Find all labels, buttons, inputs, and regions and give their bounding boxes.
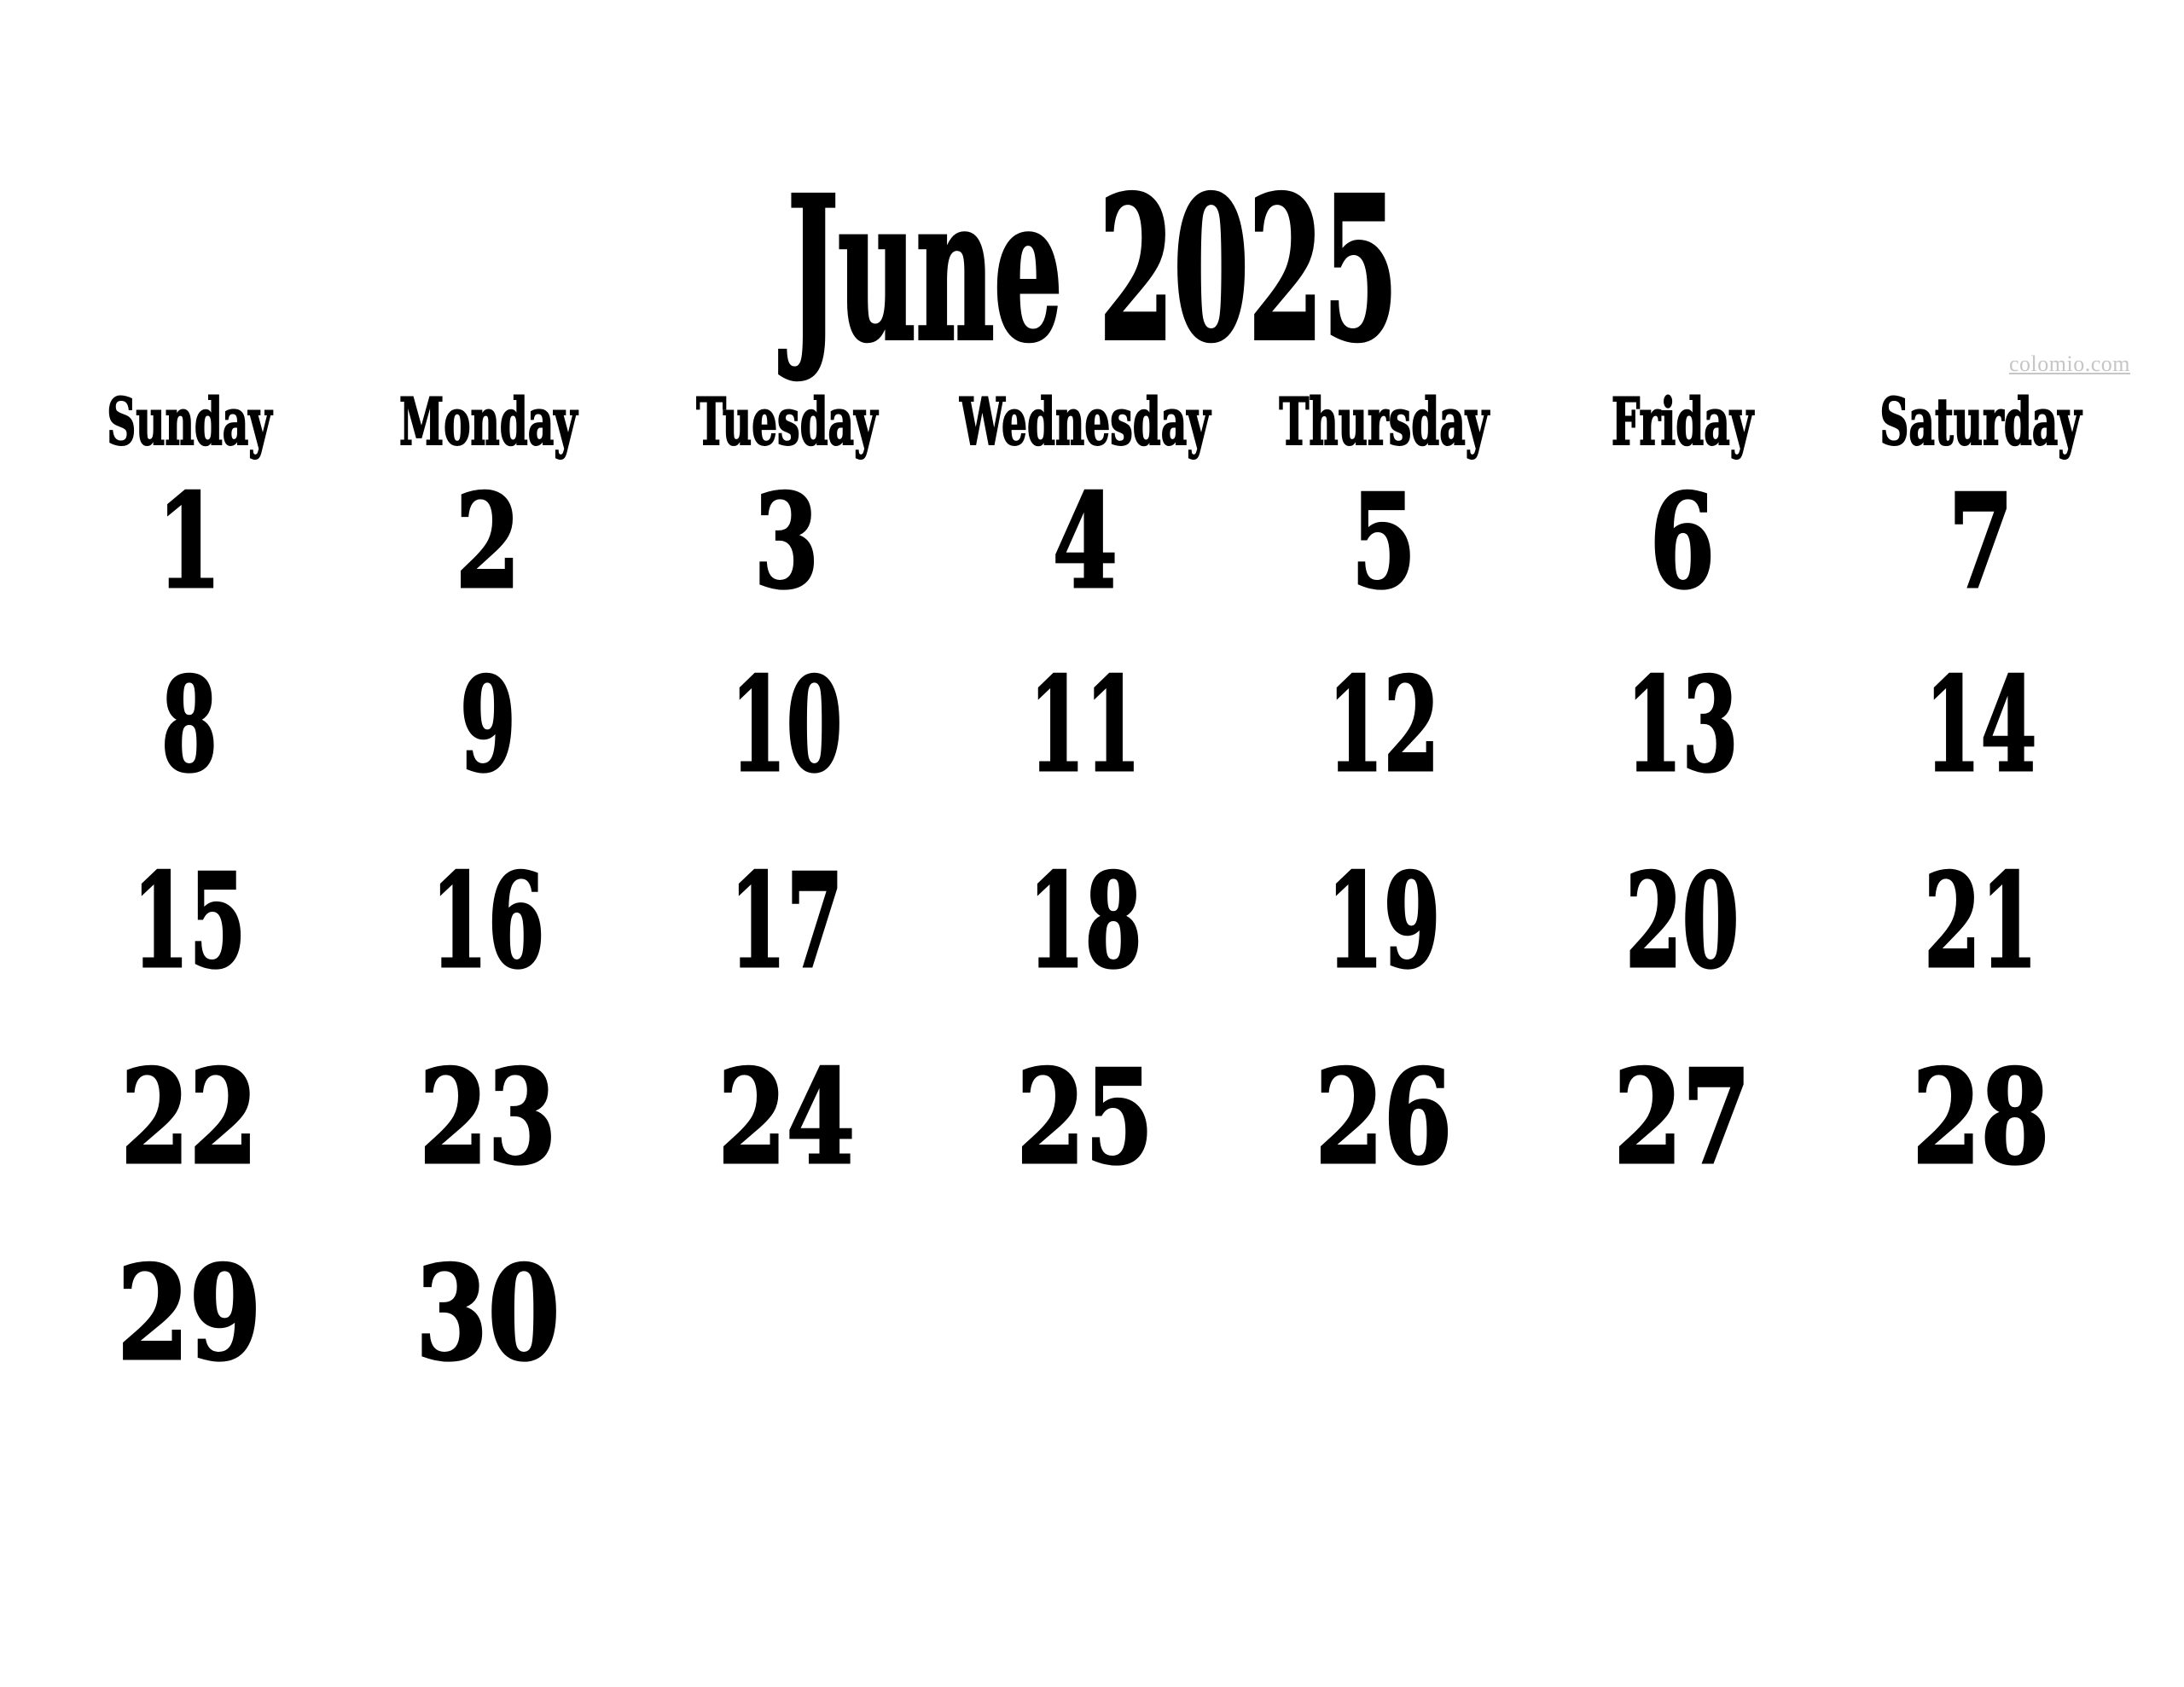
page-title-text: June 2025 <box>787 153 1397 386</box>
weekday-label: Tuesday <box>695 384 878 460</box>
day-number: 14 <box>1925 648 2037 801</box>
day-number: 12 <box>1327 648 1440 801</box>
weekday-header-saturday <box>1832 384 2130 460</box>
day-number: 30 <box>415 1237 561 1389</box>
calendar-grid <box>40 384 2130 1412</box>
day-cell <box>936 456 1234 627</box>
day-cell <box>339 823 637 1019</box>
day-number: 15 <box>132 844 247 997</box>
day-number: 25 <box>1016 1041 1154 1193</box>
day-cell <box>936 1019 1234 1215</box>
weekday-header-thursday <box>1234 384 1533 460</box>
weekday-label: Monday <box>398 384 578 460</box>
day-cell <box>1533 1019 1832 1215</box>
weekday-label: Thursday <box>1279 384 1489 460</box>
day-cell <box>339 627 637 823</box>
day-number: 1 <box>156 465 223 617</box>
weekday-label: Saturday <box>1879 384 2082 460</box>
day-cell <box>1234 1019 1533 1215</box>
day-number: 13 <box>1626 648 1739 801</box>
day-cell <box>1533 627 1832 823</box>
day-number: 4 <box>1052 465 1118 617</box>
day-number: 8 <box>161 648 218 801</box>
day-cell <box>339 456 637 627</box>
page-title <box>0 153 2184 386</box>
day-cell <box>1533 1215 1832 1412</box>
day-number: 24 <box>717 1041 856 1193</box>
weekday-label: Sunday <box>107 384 272 460</box>
weekday-header-monday <box>339 384 637 460</box>
day-cell <box>1832 823 2130 1019</box>
day-number: 27 <box>1613 1041 1751 1193</box>
day-number: 5 <box>1350 465 1417 617</box>
day-number: 26 <box>1315 1041 1453 1193</box>
day-cell <box>1832 627 2130 823</box>
day-cell <box>936 627 1234 823</box>
day-number: 9 <box>460 648 516 801</box>
day-cell <box>637 823 936 1019</box>
day-cell <box>1234 1215 1533 1412</box>
day-number: 11 <box>1029 648 1141 801</box>
weekday-header-tuesday <box>637 384 936 460</box>
day-cell <box>1234 823 1533 1019</box>
day-cell <box>40 1215 339 1412</box>
weekday-header-sunday <box>40 384 339 460</box>
watermark-text: colomio.com <box>2009 351 2130 376</box>
day-cell <box>1533 823 1832 1019</box>
day-number: 10 <box>730 648 843 801</box>
day-number: 6 <box>1649 465 1716 617</box>
day-cell <box>40 456 339 627</box>
day-cell <box>1533 456 1832 627</box>
day-number: 22 <box>120 1041 258 1193</box>
day-cell <box>40 823 339 1019</box>
weekday-header-friday <box>1533 384 1832 460</box>
day-number: 21 <box>1924 844 2038 997</box>
day-cell <box>936 823 1234 1019</box>
day-cell <box>1832 456 2130 627</box>
weekday-header-wednesday <box>936 384 1234 460</box>
day-number: 3 <box>753 465 820 617</box>
day-number: 19 <box>1327 844 1441 997</box>
day-number: 18 <box>1028 844 1142 997</box>
day-number: 16 <box>431 844 545 997</box>
day-cell <box>339 1215 637 1412</box>
day-number: 20 <box>1625 844 1740 997</box>
day-number: 7 <box>1948 465 2014 617</box>
weekday-label: Friday <box>1611 384 1754 460</box>
day-cell <box>40 627 339 823</box>
day-number: 23 <box>419 1041 557 1193</box>
day-cell <box>936 1215 1234 1412</box>
day-number: 28 <box>1912 1041 2050 1193</box>
day-cell <box>339 1019 637 1215</box>
day-cell <box>637 456 936 627</box>
day-cell <box>1832 1215 2130 1412</box>
day-cell <box>1234 456 1533 627</box>
day-number: 29 <box>117 1237 262 1389</box>
day-number: 2 <box>455 465 521 617</box>
day-cell <box>40 1019 339 1215</box>
day-cell <box>1234 627 1533 823</box>
weekday-label: Wednesday <box>960 384 1211 460</box>
day-number: 17 <box>729 844 844 997</box>
day-cell <box>637 1215 936 1412</box>
day-cell <box>637 627 936 823</box>
day-cell <box>637 1019 936 1215</box>
day-cell <box>1832 1019 2130 1215</box>
